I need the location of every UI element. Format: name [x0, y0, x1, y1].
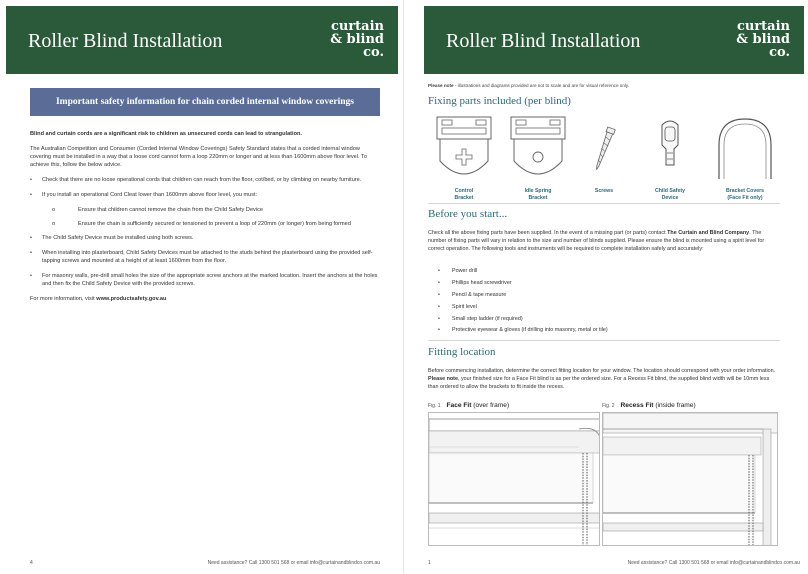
- child-safety-device-icon: [650, 115, 690, 183]
- figure-face-fit: [428, 412, 600, 546]
- list-item: • If you install an operational Cord Cleat lower than 1600mm above floor level, you must:: [30, 191, 380, 199]
- intro-warning: Blind and curtain cords are a significant risk to children as unsecured cords can lead to strangulation.: [30, 131, 302, 137]
- brand-logo: curtain & blind co.: [736, 19, 790, 60]
- part-screws: Screws: [578, 115, 630, 195]
- list-item: • Phillips head screwdriver: [428, 280, 608, 288]
- page-number: 1: [428, 560, 431, 566]
- screw-icon: [584, 115, 624, 183]
- bracket-cover-icon: [713, 115, 777, 183]
- page-header: [424, 6, 804, 74]
- recess-fit-illustration: [603, 413, 778, 546]
- list-item: • The Child Safety Device must be installed using both screws.: [30, 234, 380, 242]
- control-bracket-icon: [434, 115, 494, 183]
- safety-body: [30, 130, 380, 310]
- right-page: [404, 0, 808, 574]
- page-title: Roller Blind Installation: [446, 30, 641, 52]
- list-item: • Small step ladder (if required): [428, 316, 608, 324]
- brand-logo: curtain & blind co.: [330, 19, 384, 60]
- fitting-location-title: Fitting location: [428, 346, 496, 358]
- before-start-title: Before you start...: [428, 208, 508, 220]
- face-fit-illustration: [429, 413, 600, 546]
- divider: [428, 203, 780, 204]
- illustration-note: Please note - illustrations and diagrams provided are not to scale and are for visual reference only.: [428, 83, 630, 88]
- more-info: For more information, visit www.productsafety.gov.au: [30, 296, 167, 302]
- product-safety-link[interactable]: www.productsafety.gov.au: [96, 296, 167, 302]
- figure-recess-fit: [602, 412, 778, 546]
- standard-text: The Australian Competition and Consumer (Corded Internal Window Coverings) Safety Standard states that a corded internal window covering must be installed in a way that a loose cord cannot form a loop 220mm or longer and at less than 1600mm above floor level. To achieve this, follow the below advice.: [30, 146, 367, 168]
- help-footer: Need assistance? Call 1300 501 568 or email info@curtainandblindco.com.au: [627, 560, 800, 566]
- list-item: • Spirit level: [428, 304, 608, 312]
- sub-list-item: o Ensure that children cannot remove the chain from the Child Safety Device: [52, 207, 264, 213]
- before-start-text: Check all the above fixing parts have been supplied. In the event of a missing part (or parts) contact The Curtain and Blind Company. The number of fixing parts will vary in relation to the size and number of blinds supplied. Please ensure the blind is mounted using a spirit level for correct operation. The following tools and instruments will be required to complete installation safely and accurately:: [428, 230, 765, 252]
- part-control-bracket: Control Bracket: [432, 115, 496, 201]
- part-child-safety-device: Child Safety Device: [640, 115, 700, 201]
- divider: [428, 340, 780, 341]
- fitting-location-text: Before commencing installation, determine the correct fitting location for your window. The location should correspond with your order information. Please note, your finished size for a Face Fit blind is as per the ordered size. For a Recess Fit blind, the supplied blind width will be 10mm less than ordered to allow the brackets to fit inside the recess.: [428, 368, 776, 390]
- page-title: Roller Blind Installation: [28, 30, 223, 52]
- list-item: • Pencil & tape measure: [428, 292, 608, 300]
- fixing-parts: [428, 115, 780, 210]
- fixing-parts-title: Fixing parts included (per blind): [428, 95, 571, 107]
- figure-caption: Fig. 1 Face Fit (over frame): [428, 402, 510, 409]
- page-number: 4: [30, 560, 33, 566]
- part-bracket-covers: Bracket Covers (Face Fit only): [710, 115, 780, 201]
- safety-list-2: [30, 234, 380, 288]
- part-idle-spring-bracket: Idle Spring Bracket: [506, 115, 570, 201]
- list-item: • Check that there are no loose operational cords that children can reach from the floor, cot/bed, or by climbing on nearby furniture.: [30, 176, 380, 184]
- list-item: • Protective eyewear & gloves (if drilling into masonry, metal or tile): [428, 327, 608, 335]
- page-header: [6, 6, 398, 74]
- safety-list: [30, 176, 380, 199]
- list-item: • When installing into plasterboard, Child Safety Devices must be attached to the studs behind the plasterboard using the provided self-tapping screws and mounted at a height of at least 1600mm from the floor.: [30, 249, 380, 265]
- idle-spring-bracket-icon: [508, 115, 568, 183]
- list-item: • For masonry walls, pre-drill small holes the size of the appropriate screw anchors at the marked location. Insert the anchors at the holes and then fix the Child Safety Device with the provided screws.: [30, 272, 380, 288]
- help-footer: Need assistance? Call 1300 501 568 or email info@curtainandblindco.com.au: [207, 560, 380, 566]
- sub-list-item: o Ensure the chain is sufficiently secured or tensioned to prevent a loop of 220mm (or longer) from being formed: [52, 221, 351, 227]
- figure-caption: Fig. 2 Recess Fit (inside frame): [602, 402, 696, 409]
- list-item: • Power drill: [428, 268, 608, 276]
- tools-list: [428, 268, 608, 339]
- safety-heading: Important safety information for chain corded internal window coverings: [30, 88, 380, 116]
